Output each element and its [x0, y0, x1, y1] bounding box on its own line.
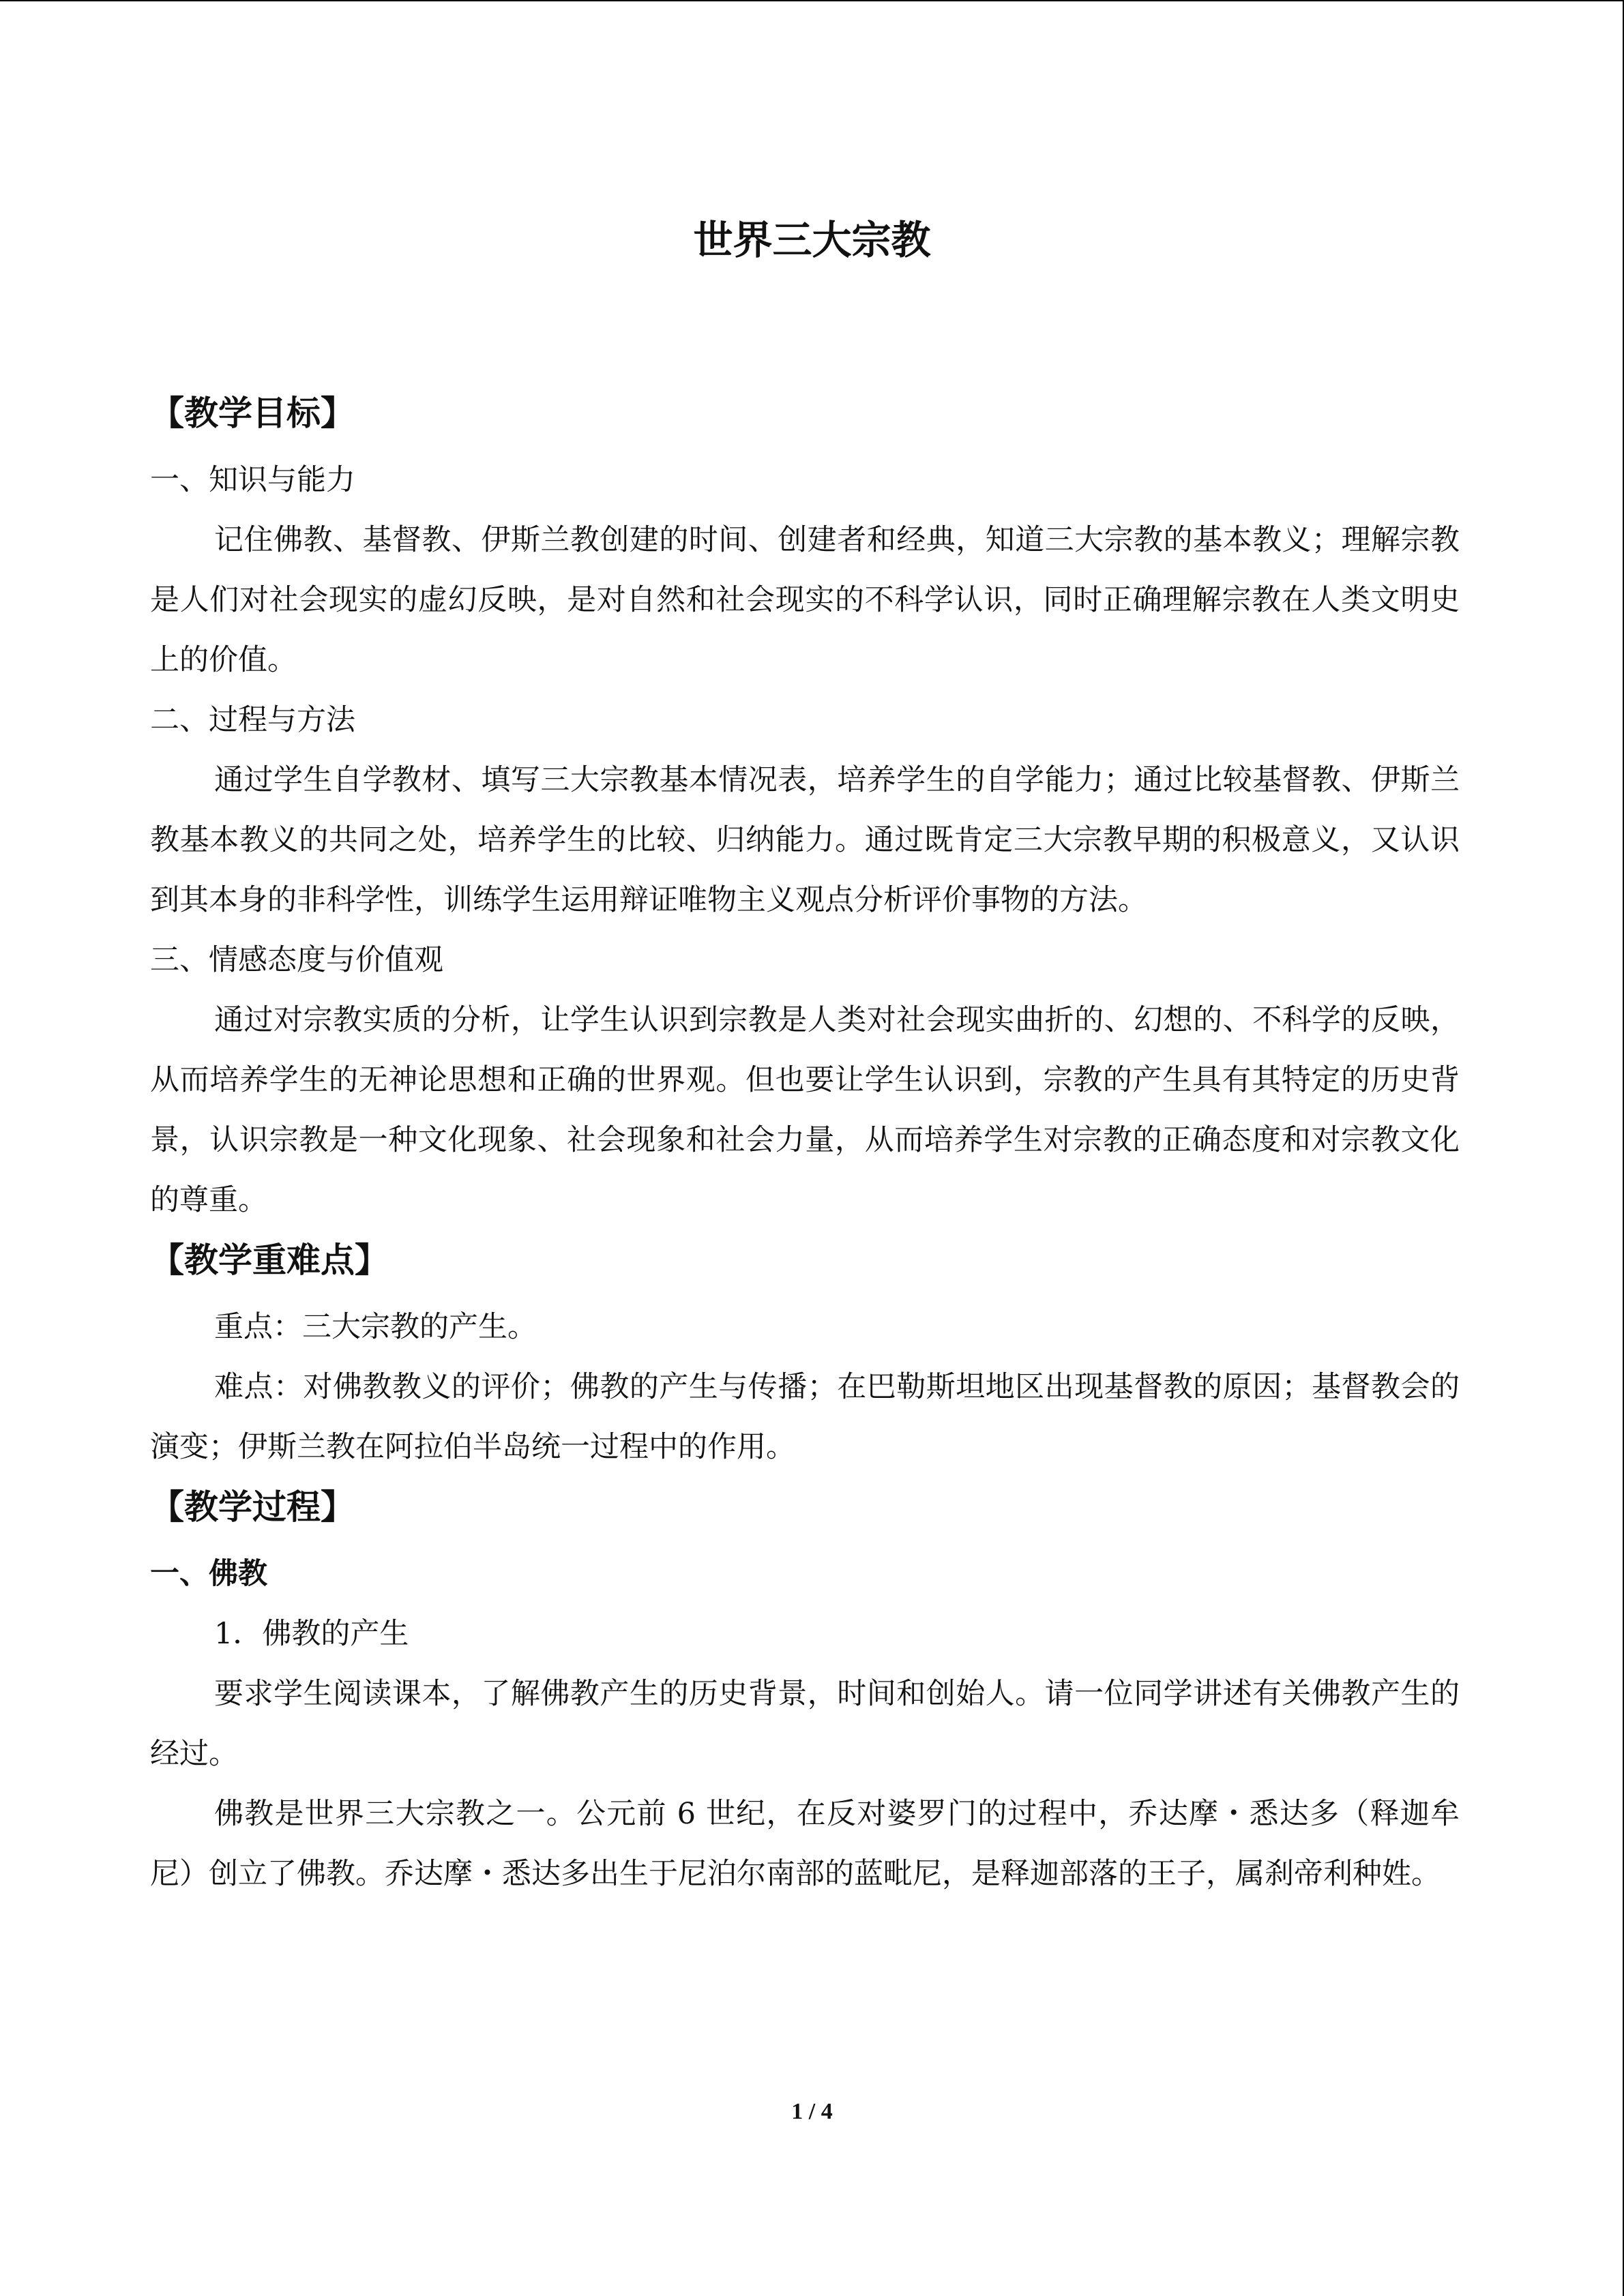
subheading-knowledge-ability: 一、知识与能力: [150, 463, 355, 497]
section-heading-goals: 【教学目标】: [150, 393, 355, 433]
item-heading-buddhism-origin: 1．佛教的产生: [214, 1617, 409, 1651]
paragraph-buddhism-task: 要求学生阅读课本，了解佛教产生的历史背景，时间和创始人。请一位同学讲述有关佛教产生的经过。: [150, 1677, 1460, 1771]
paragraph-difficulty: 难点：对佛教教义的评价；佛教的产生与传播；在巴勒斯坦地区出现基督教的原因；基督教会的演变；伊斯兰教在阿拉伯半岛统一过程中的作用。: [150, 1370, 1460, 1464]
page-title: 世界三大宗教: [693, 217, 931, 263]
paragraph-process-method: 通过学生自学教材、填写三大宗教基本情况表，培养学生的自学能力；通过比较基督教、伊斯兰教基本教义的共同之处，培养学生的比较、归纳能力。通过既肯定三大宗教早期的积极意义，又认识到其本身的非科学性，训练学生运用辩证唯物主义观点分析评价事物的方法。: [150, 763, 1460, 917]
subheading-attitude-values: 三、情感态度与价值观: [150, 943, 443, 977]
paragraph-buddhism-history: 佛教是世界三大宗教之一。公元前 6 世纪，在反对婆罗门的过程中，乔达摩・悉达多（释迦牟尼）创立了佛教。乔达摩・悉达多出生于尼泊尔南部的蓝毗尼，是释迦部落的王子，属刹帝利种姓。: [150, 1797, 1460, 1891]
subheading-buddhism: 一、佛教: [150, 1557, 267, 1591]
paragraph-attitude-values: 通过对宗教实质的分析，让学生认识到宗教是人类对社会现实曲折的、幻想的、不科学的反映，从而培养学生的无神论思想和正确的世界观。但也要让学生认识到，宗教的产生具有其特定的历史背景，认识宗教是一种文化现象、社会现象和社会力量，从而培养学生对宗教的正确态度和对宗教文化的尊重。: [150, 1003, 1460, 1217]
document-body: [150, 383, 1460, 1904]
subheading-process-method: 二、过程与方法: [150, 703, 355, 737]
paragraph-knowledge-ability: 记住佛教、基督教、伊斯兰教创建的时间、创建者和经典，知道三大宗教的基本教义；理解宗教是人们对社会现实的虚幻反映，是对自然和社会现实的不科学认识，同时正确理解宗教在人类文明史上的价值。: [150, 523, 1460, 677]
paragraph-focus: 重点：三大宗教的产生。: [214, 1310, 537, 1344]
page-number: 1 / 4: [791, 2099, 833, 2124]
section-heading-process: 【教学过程】: [150, 1487, 355, 1527]
section-heading-key-points: 【教学重难点】: [150, 1240, 389, 1280]
